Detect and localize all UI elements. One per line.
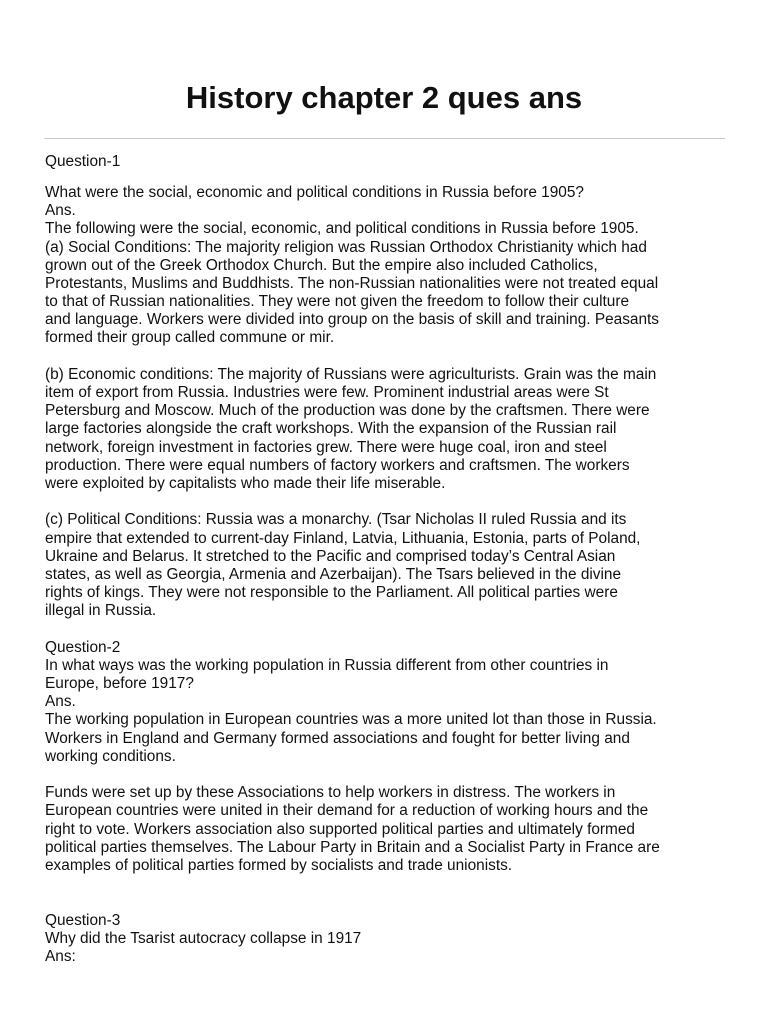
title-divider <box>44 138 725 139</box>
spacer <box>45 766 729 784</box>
answer-2-line: The working population in European countries was a more united lot than those in Russia. <box>45 711 657 729</box>
answer-1-social-line: formed their group called commune or mir. <box>45 329 335 347</box>
question-1-text: What were the social, economic and political conditions in Russia before 1905? <box>45 183 584 201</box>
answer-2-line: political parties themselves. The Labour Party in Britain and a Socialist Party in France are <box>45 838 660 856</box>
answer-1-political-line: rights of kings. They were not responsible to the Parliament. All political parties were <box>45 584 618 602</box>
question-2-text: In what ways was the working population in Russia different from other countries in <box>45 656 609 674</box>
answer-1-economic-line: Petersburg and Moscow. Much of the production was done by the craftsmen. There were <box>45 402 650 420</box>
answer-2-line: examples of political parties formed by socialists and trade unionists. <box>45 856 513 874</box>
question-1-label: Question-1 <box>45 153 121 170</box>
spacer <box>45 493 729 511</box>
page-title: History chapter 2 ques ans <box>185 80 583 115</box>
answer-1-social-line: (a) Social Conditions: The majority religion was Russian Orthodox Christianity which had <box>45 238 647 256</box>
spacer <box>45 348 729 366</box>
answer-2-line: European countries were united in their demand for a reduction of working hours and the <box>45 802 649 820</box>
spacer <box>45 620 729 638</box>
question-2-label: Question-2 <box>45 638 121 656</box>
answer-2-line: Workers in England and Germany formed associations and fought for better living and <box>45 729 630 747</box>
answer-1-political-line: states, as well as Georgia, Armenia and Azerbaijan). The Tsars believed in the divine <box>45 565 622 583</box>
answer-1-intro: The following were the social, economic, and political conditions in Russia before 1905. <box>45 220 639 238</box>
answer-1-political-line: illegal in Russia. <box>45 602 157 620</box>
answer-1-economic-line: production. There were equal numbers of factory workers and craftsmen. The workers <box>45 456 630 474</box>
answer-1-political-line: Ukraine and Belarus. It stretched to the Pacific and comprised today’s Central Asian <box>45 547 616 565</box>
question-2-text: Europe, before 1917? <box>45 675 194 693</box>
answer-1-social-line: Protestants, Muslims and Buddhists. The non-Russian nationalities were not treated equal <box>45 274 659 292</box>
answer-1-label: Ans. <box>45 202 76 220</box>
spacer <box>45 875 729 911</box>
answer-1-social-line: and language. Workers were divided into group on the basis of skill and training. Peasants <box>45 311 660 329</box>
answer-2-line: working conditions. <box>45 747 176 765</box>
document-body <box>45 153 729 966</box>
spacer <box>45 171 729 184</box>
answer-2-line: right to vote. Workers association also supported political parties and ultimately formed <box>45 820 635 838</box>
answer-1-political-line: (c) Political Conditions: Russia was a monarchy. (Tsar Nicholas II ruled Russia and its <box>45 511 627 529</box>
answer-2-label: Ans. <box>45 693 76 711</box>
answer-1-economic-line: were exploited by capitalists who made their life miserable. <box>45 474 446 492</box>
answer-1-economic-line: network, foreign investment in factories grew. There were huge coal, iron and steel <box>45 438 607 456</box>
answer-1-economic-line: item of export from Russia. Industries were few. Prominent industrial areas were St <box>45 384 609 402</box>
answer-1-political-line: empire that extended to current-day Finland, Latvia, Lithuania, Estonia, parts of Poland, <box>45 529 641 547</box>
answer-1-social-line: to that of Russian nationalities. They were not given the freedom to follow their culture <box>45 293 630 311</box>
answer-1-economic-line: (b) Economic conditions: The majority of Russians were agriculturists. Grain was the main <box>45 365 657 383</box>
question-3-text: Why did the Tsarist autocracy collapse in 1917 <box>45 929 362 947</box>
answer-3-label: Ans: <box>45 947 76 965</box>
answer-1-economic-line: large factories alongside the craft workshops. With the expansion of the Russian rail <box>45 420 617 438</box>
answer-2-line: Funds were set up by these Associations to help workers in distress. The workers in <box>45 784 616 802</box>
question-3-label: Question-3 <box>45 911 121 929</box>
answer-1-social-line: grown out of the Greek Orthodox Church. But the empire also included Catholics, <box>45 256 598 274</box>
